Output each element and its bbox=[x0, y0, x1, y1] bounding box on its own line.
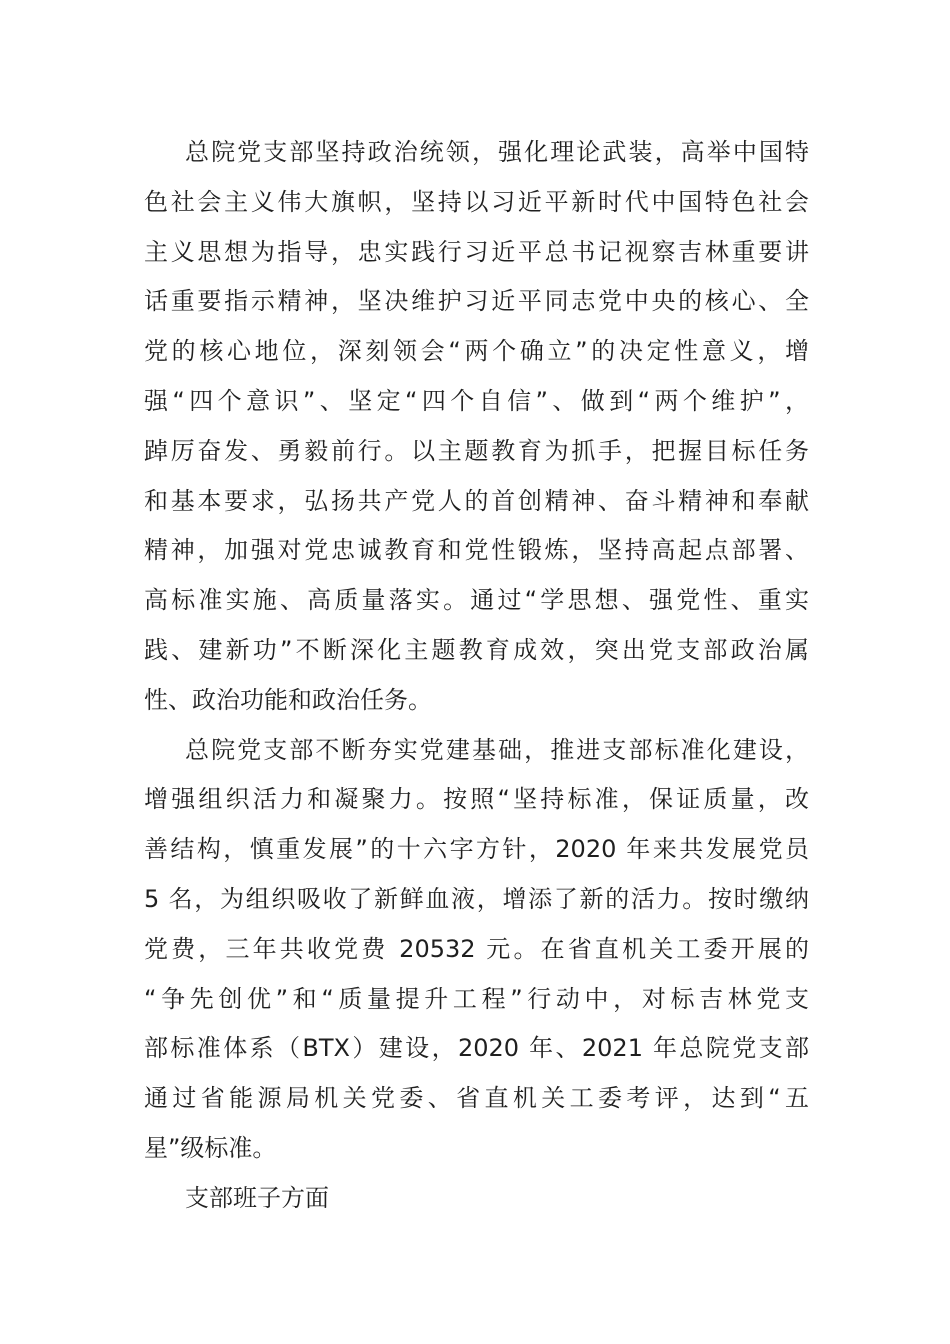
text-line: 话重要指示精神，坚决维护习近平同志党中央的核心、全 bbox=[144, 287, 809, 316]
text-line: 5 名，为组织吸收了新鲜血液，增添了新的活力。按时缴纳 bbox=[144, 884, 809, 913]
text-line: “争先创优”和“质量提升工程”行动中，对标吉林党支 bbox=[144, 984, 809, 1013]
text-line: 总院党支部不断夯实党建基础，推进支部标准化建设， bbox=[185, 735, 809, 764]
text-line: 和基本要求，弘扬共产党人的首创精神、奋斗精神和奉献 bbox=[144, 486, 809, 515]
text-line: 色社会主义伟大旗帜，坚持以习近平新时代中国特色社会 bbox=[144, 187, 809, 216]
paragraph bbox=[144, 128, 809, 726]
text-line: 强“四个意识”、坚定“四个自信”、做到“两个维护”， bbox=[144, 386, 809, 415]
text-line: 性、政治功能和政治任务。 bbox=[144, 685, 432, 714]
text-line: 党费，三年共收党费 20532 元。在省直机关工委开展的 bbox=[144, 934, 809, 963]
text-line: 高标准实施、高质量落实。通过“学思想、强党性、重实 bbox=[144, 586, 809, 615]
text-line: 部标准体系（BTX）建设，2020 年、2021 年总院党支部 bbox=[144, 1034, 809, 1063]
paragraph bbox=[144, 1174, 809, 1224]
text-line: 主义思想为指导，忠实践行习近平总书记视察吉林重要讲 bbox=[144, 237, 809, 266]
text-line: 踔厉奋发、勇毅前行。以主题教育为抓手，把握目标任务 bbox=[144, 436, 809, 465]
paragraph bbox=[144, 726, 809, 1174]
text-line: 践、建新功”不断深化主题教育成效，突出党支部政治属 bbox=[144, 635, 809, 664]
text-line: 通过省能源局机关党委、省直机关工委考评，达到“五 bbox=[144, 1084, 809, 1113]
text-line: 增强组织活力和凝聚力。按照“坚持标准，保证质量，改 bbox=[144, 785, 809, 814]
text-line: 精神，加强对党忠诚教育和党性锻炼，坚持高起点部署、 bbox=[144, 536, 809, 565]
text-line: 总院党支部坚持政治统领，强化理论武装，高举中国特 bbox=[185, 138, 809, 166]
document-body bbox=[144, 128, 809, 1224]
text-line: 善结构，慎重发展”的十六字方针，2020 年来共发展党员 bbox=[144, 835, 809, 864]
text-line: 支部班子方面 bbox=[185, 1183, 329, 1212]
text-line: 星”级标准。 bbox=[144, 1133, 277, 1162]
text-line: 党的核心地位，深刻领会“两个确立”的决定性意义，增 bbox=[144, 337, 809, 366]
